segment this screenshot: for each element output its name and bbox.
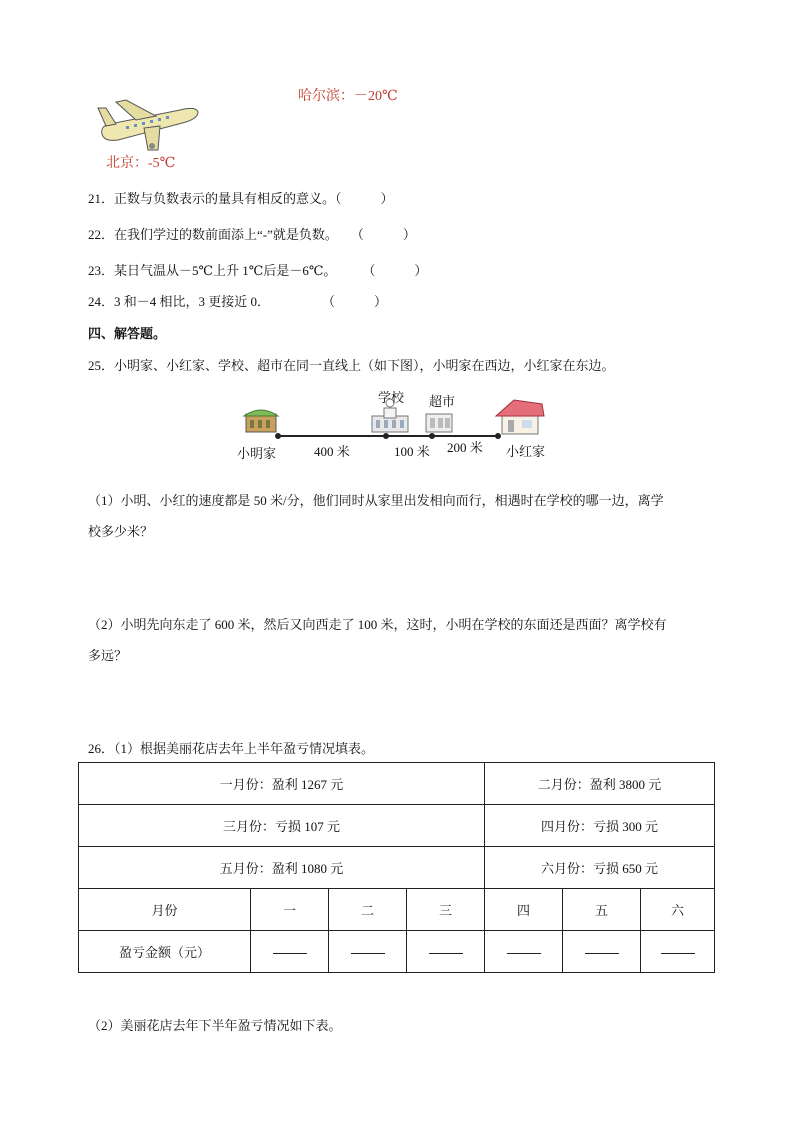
month-info-cell: 三月份：亏损 107 元 xyxy=(79,805,485,847)
month-cell: 三 xyxy=(407,889,485,931)
amount-blank[interactable] xyxy=(251,931,329,973)
airplane-icon xyxy=(96,96,200,154)
label-supermarket: 超市 xyxy=(429,394,456,409)
month-info-cell: 二月份：盈利 3800 元 xyxy=(485,763,715,805)
month-cell: 六 xyxy=(641,889,715,931)
profit-table xyxy=(78,762,715,973)
label-distance-400: 400 米 xyxy=(314,444,350,459)
label-distance-200: 200 米 xyxy=(447,440,483,455)
question-26-part-1: 26．（1）根据美丽花店去年上半年盈亏情况填表。 xyxy=(88,741,375,756)
question-25-part-1-line-2: 校多少米？ xyxy=(88,524,154,539)
amount-blank[interactable] xyxy=(485,931,563,973)
label-school: 学校 xyxy=(378,390,405,405)
question-23: 23．某日气温从－5℃上升 1℃后是－6℃。 （ ） xyxy=(88,263,428,278)
table-row xyxy=(79,889,715,931)
xiaohong-home-icon xyxy=(496,400,544,434)
month-cell: 二 xyxy=(329,889,407,931)
question-26-part-2: （2）美丽花店去年下半年盈亏情况如下表。 xyxy=(88,1018,342,1033)
answer-line xyxy=(351,952,385,954)
question-25-part-2-line-2: 多远？ xyxy=(88,648,128,663)
question-25-part-1-line-1: （1）小明、小红的速度都是 50 米/分，他们同时从家里出发相向而行，相遇时在学校的哪一边，离学 xyxy=(88,493,664,508)
supermarket-icon xyxy=(426,414,452,432)
amount-header: 盈亏金额（元） xyxy=(79,931,251,973)
label-xiaohong-home: 小红家 xyxy=(506,444,546,459)
question-25: 25．小明家、小红家、学校、超市在同一直线上（如下图），小明家在西边，小红家在东边。 xyxy=(88,358,615,373)
amount-blank[interactable] xyxy=(563,931,641,973)
month-cell: 五 xyxy=(563,889,641,931)
harbin-temperature: 哈尔滨：－20℃ xyxy=(298,89,398,104)
month-header: 月份 xyxy=(79,889,251,931)
table-row xyxy=(79,931,715,973)
month-info-cell: 一月份：盈利 1267 元 xyxy=(79,763,485,805)
month-info-cell: 六月份：亏损 650 元 xyxy=(485,847,715,889)
answer-line xyxy=(507,952,541,954)
answer-line xyxy=(429,952,463,954)
xiaoming-home-icon xyxy=(244,410,278,432)
month-info-cell: 五月份：盈利 1080 元 xyxy=(79,847,485,889)
question-24: 24．3 和－4 相比，3 更接近 0． （ ） xyxy=(88,294,388,309)
answer-line xyxy=(661,952,695,954)
question-22: 22．在我们学过的数前面添上“-”就是负数。 （ ） xyxy=(88,227,416,242)
answer-line xyxy=(585,952,619,954)
month-info-cell: 四月份：亏损 300 元 xyxy=(485,805,715,847)
table-row xyxy=(79,763,715,805)
section-heading: 四、解答题。 xyxy=(88,326,167,341)
amount-blank[interactable] xyxy=(641,931,715,973)
label-distance-100: 100 米 xyxy=(394,444,430,459)
amount-blank[interactable] xyxy=(329,931,407,973)
month-cell: 四 xyxy=(485,889,563,931)
amount-blank[interactable] xyxy=(407,931,485,973)
table-row xyxy=(79,805,715,847)
month-cell: 一 xyxy=(251,889,329,931)
answer-line xyxy=(273,952,307,954)
label-xiaoming-home: 小明家 xyxy=(237,446,277,461)
beijing-temperature: 北京：-5℃ xyxy=(106,156,176,171)
question-25-part-2-line-1: （2）小明先向东走了 600 米，然后又向西走了 100 米，这时，小明在学校的东面还是西面？离学校有 xyxy=(88,617,667,632)
question-21: 21．正数与负数表示的量具有相反的意义。（ ） xyxy=(88,191,394,206)
table-row xyxy=(79,847,715,889)
